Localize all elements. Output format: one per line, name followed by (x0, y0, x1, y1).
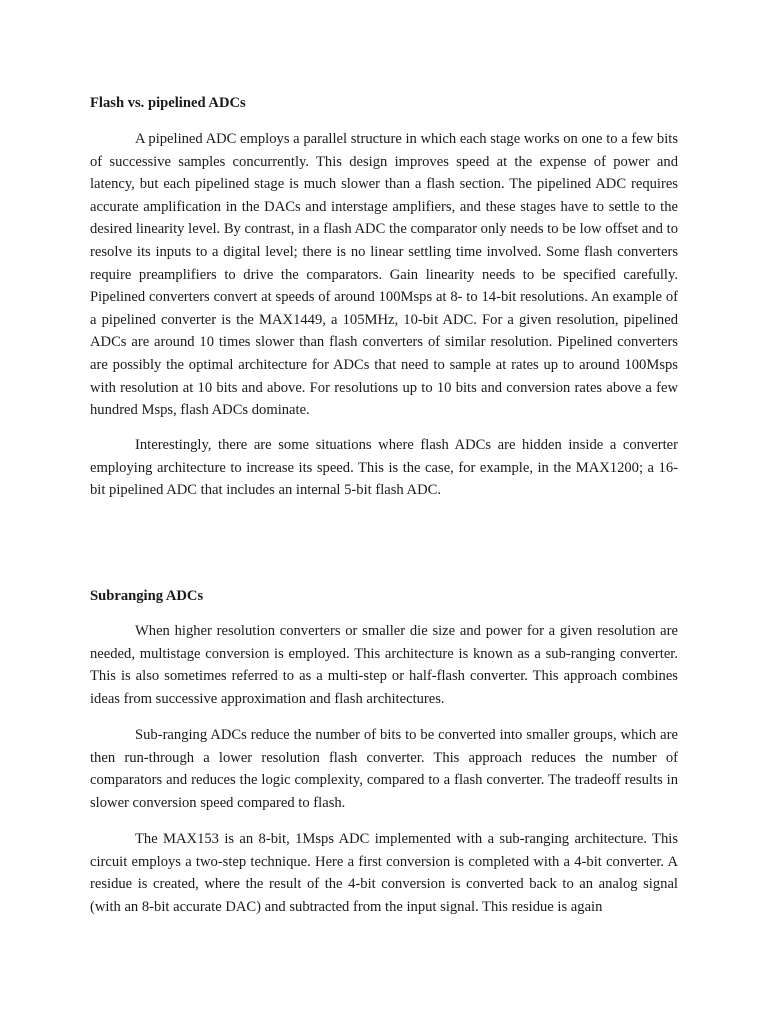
section-heading-flash-vs-pipelined: Flash vs. pipelined ADCs (90, 95, 246, 111)
paragraph-multistage-conversion: When higher resolution converters or smaller die size and power for a given resolution are needed, multistage conversion is employed. This architecture is known as a sub-ranging converter. This is also sometimes referred to as a multi-step or half-flash converter. This approach combines ideas from successive approximation and flash architectures. (90, 623, 678, 707)
paragraph-pipelined-adc: A pipelined ADC employs a parallel structure in which each stage works on one to a few bits of successive samples concurrently. This design improves speed at the expense of power and latency, but each pipelined stage is much slower than a flash section. The pipelined ADC requires accurate amplification in the DACs and interstage amplifiers, and these stages have to settle to the desired linearity level. By contrast, in a flash ADC the comparator only needs to be low offset and to resolve its inputs to a digital level; there is no linear settling time involved. Some flash converters require preamplifiers to drive the comparators. Gain linearity needs to be specified carefully. Pipelined converters convert at speeds of around 100Msps at 8- to 14-bit resolutions. An example of a pipelined converter is the MAX1449, a 105MHz, 10-bit ADC. For a given resolution, pipelined ADCs are around 10 times slower than flash converters of similar resolution. Pipelined converters are possibly the optimal architecture for ADCs that need to sample at rates up to around 100Msps with resolution at 10 bits and above. For resolutions up to 10 bits and conversion rates above a few hundred Msps, flash ADCs dominate. (90, 131, 678, 419)
section-heading-subranging: Subranging ADCs (90, 588, 204, 604)
paragraph-hidden-flash-adcs: Interestingly, there are some situations where flash ADCs are hidden inside a converter employing architecture to increase its speed. This is the case, for example, in the MAX1200; a 16-bit pipelined ADC that includes an internal 5-bit flash ADC. (90, 437, 678, 499)
document-page (90, 0, 678, 1024)
paragraph-max153: The MAX153 is an 8-bit, 1Msps ADC implemented with a sub-ranging architecture. This circuit employs a two-step technique. Here a first conversion is completed with a 4-bit converter. A residue is created, where the result of the 4-bit conversion is converted back to an analog signal (with an 8-bit accurate DAC) and subtracted from the input signal. This residue is again (90, 831, 678, 915)
paragraph-subranging-bits: Sub-ranging ADCs reduce the number of bits to be converted into smaller groups, which are then run-through a lower resolution flash converter. This approach reduces the number of comparators and reduces the logic complexity, compared to a flash converter. The tradeoff results in slower conversion speed compared to flash. (90, 727, 678, 811)
